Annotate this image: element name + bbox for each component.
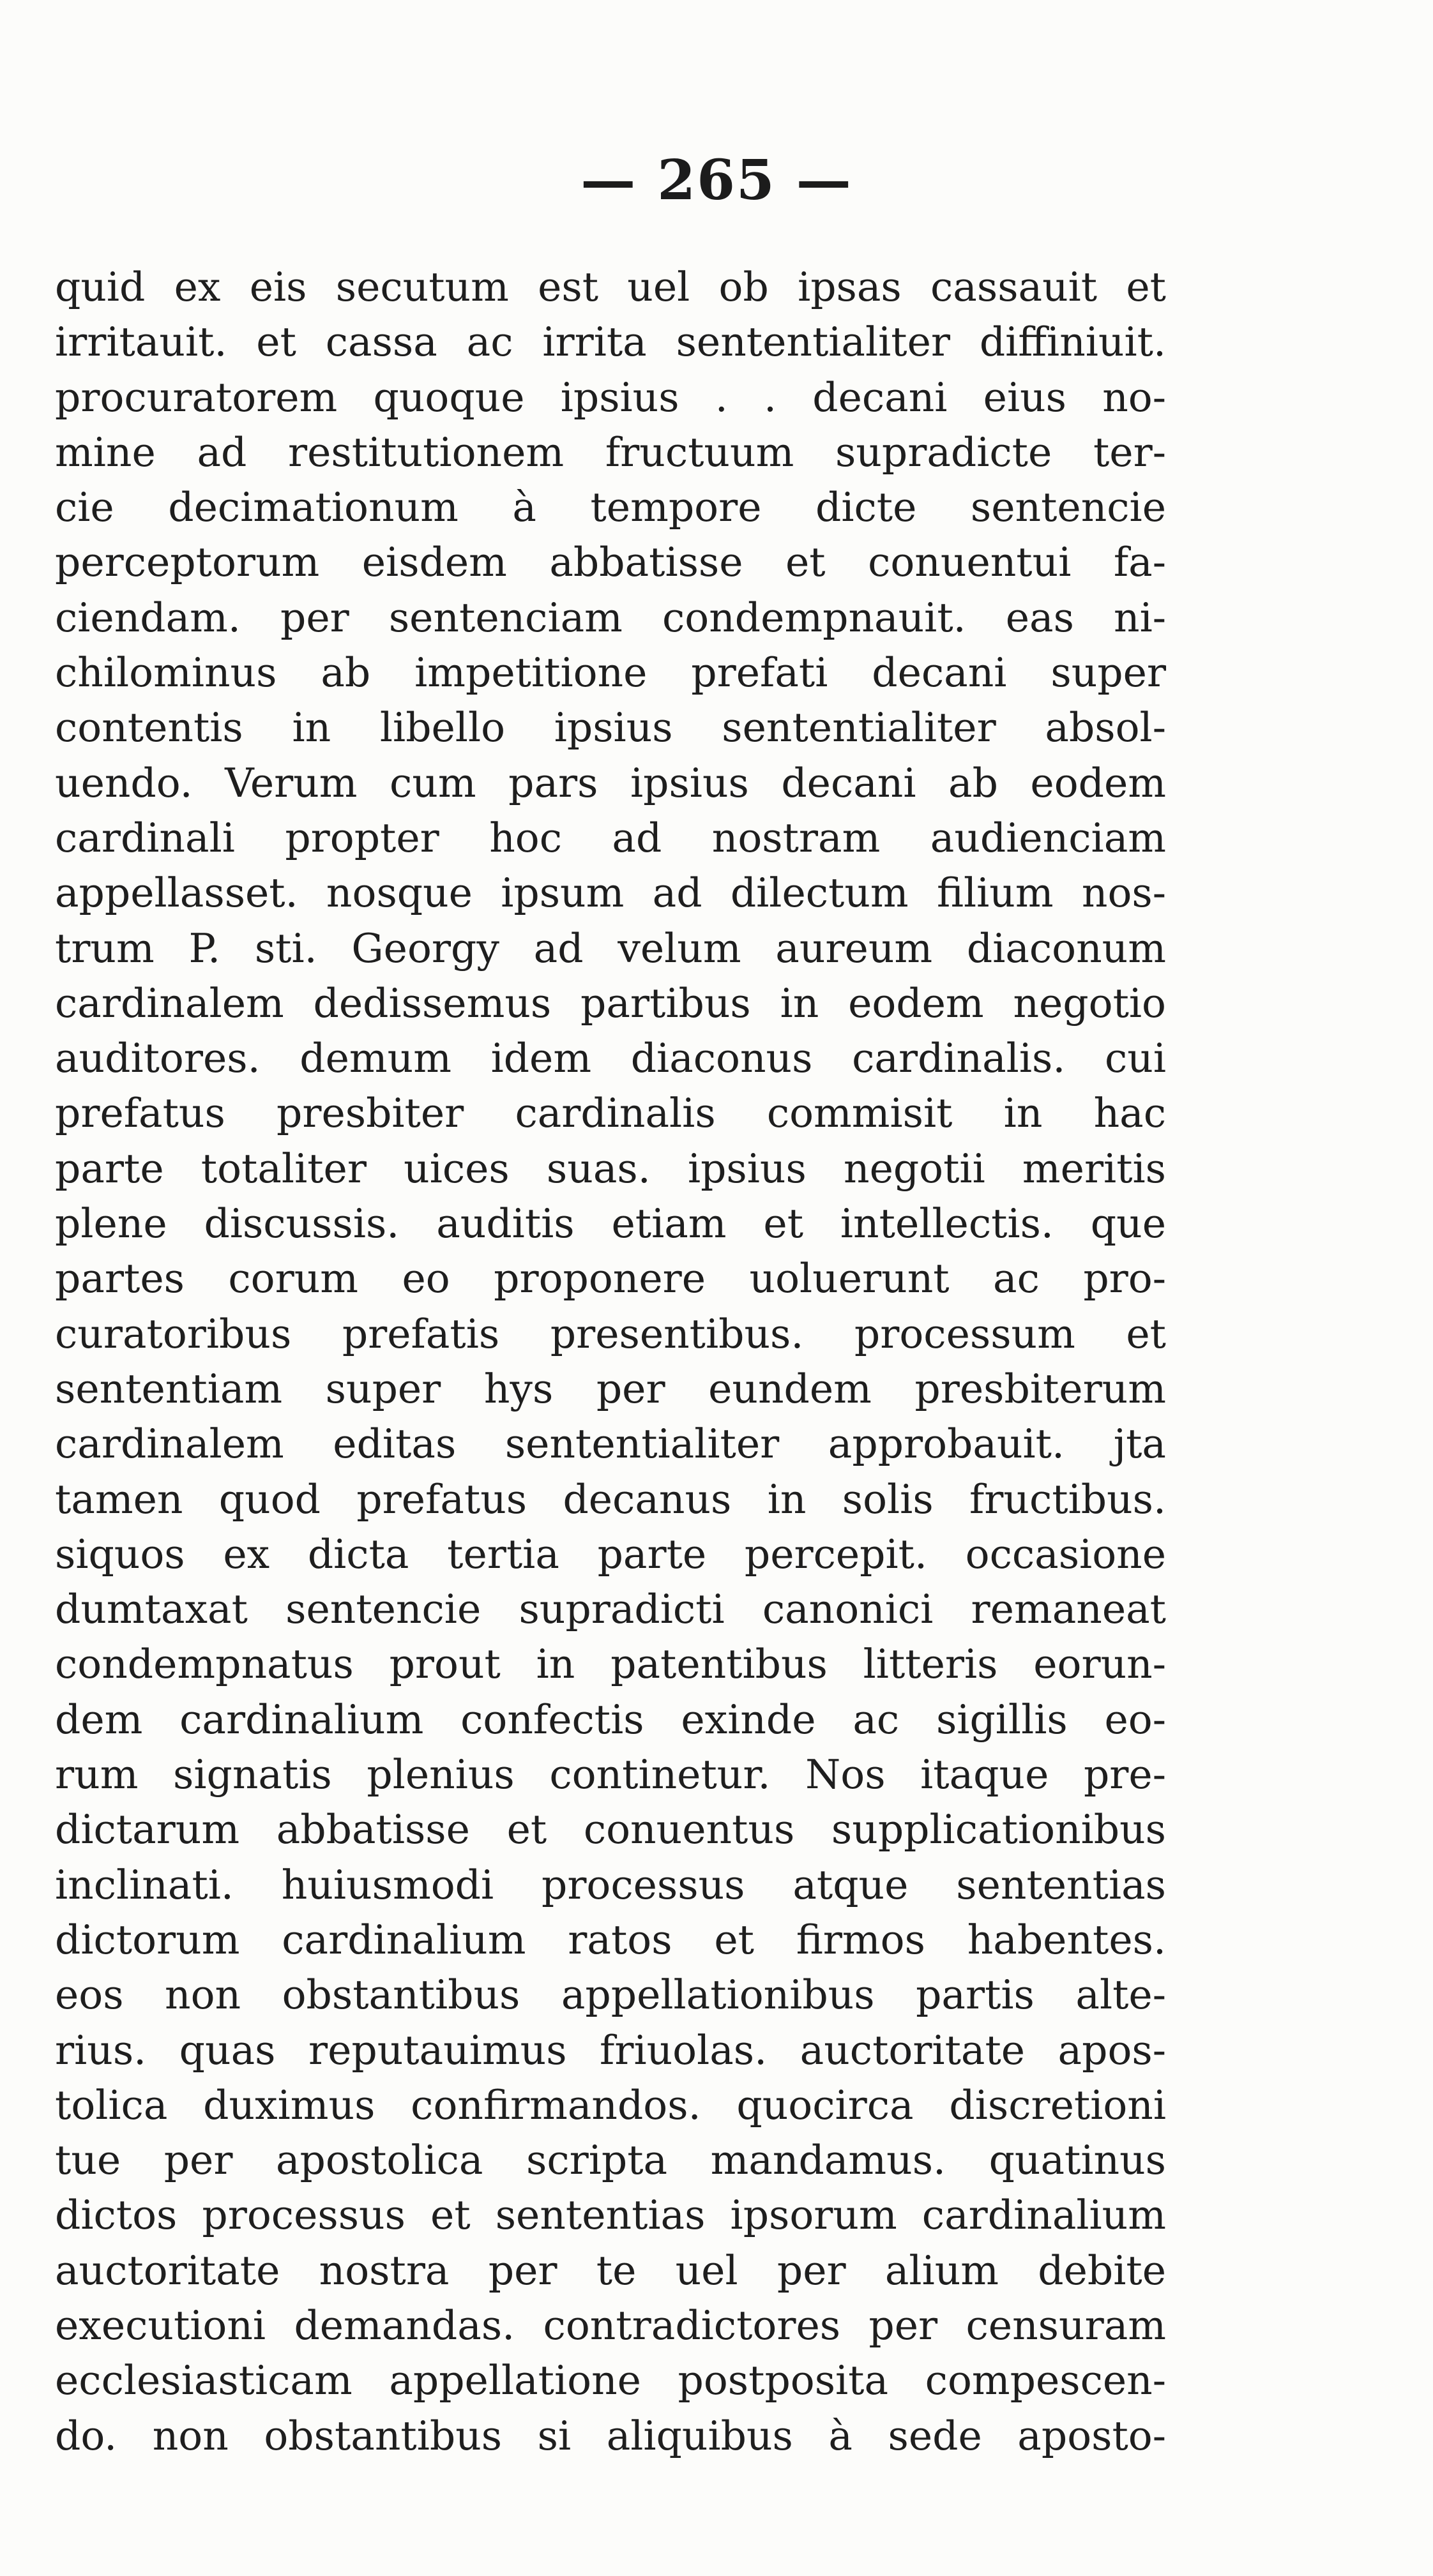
text-line: executioni demandas. contradictores per censuram bbox=[55, 2301, 1166, 2349]
text-line: cardinalem editas sententialiter approbauit. jta bbox=[55, 1420, 1166, 1468]
text-line: inclinati. huiusmodi processus atque sententias bbox=[55, 1861, 1166, 1908]
text-line: cie decimationum à tempore dicte sentencie bbox=[55, 484, 1166, 531]
text-line: auctoritate nostra per te uel per alium debite bbox=[55, 2247, 1166, 2294]
text-line: cardinali propter hoc ad nostram audienciam bbox=[55, 814, 1166, 861]
text-line: tamen quod prefatus decanus in solis fructibus. bbox=[55, 1475, 1166, 1523]
text-line: perceptorum eisdem abbatisse et conuentui fa- bbox=[55, 539, 1166, 586]
text-line: cardinalem dedissemus partibus in eodem negotio bbox=[55, 979, 1166, 1027]
text-line: tue per apostolica scripta mandamus. quatinus bbox=[55, 2137, 1166, 2184]
text-line: quid ex eis secutum est uel ob ipsas cassauit et bbox=[55, 264, 1166, 310]
text-line: ecclesiasticam appellatione postposita compescen- bbox=[55, 2357, 1166, 2404]
page-number: — 265 — bbox=[580, 148, 853, 213]
text-line: uendo. Verum cum pars ipsius decani ab eodem bbox=[55, 759, 1166, 806]
text-line: partes corum eo proponere uoluerunt ac pro- bbox=[55, 1255, 1166, 1302]
text-line: chilominus ab impetitione prefati decani super bbox=[55, 649, 1166, 697]
text-line: appellasset. nosque ipsum ad dilectum filium nos- bbox=[55, 870, 1166, 917]
text-line: rius. quas reputauimus friuolas. auctoritate apos- bbox=[55, 2026, 1166, 2074]
text-line: dictarum abbatisse et conuentus supplicationibus bbox=[55, 1806, 1166, 1853]
text-line: siquos ex dicta tertia parte percepit. occasione bbox=[55, 1530, 1166, 1578]
text-line: rum signatis plenius continetur. Nos itaque pre- bbox=[55, 1751, 1166, 1798]
text-line: sententiam super hys per eundem presbiterum bbox=[55, 1365, 1166, 1412]
text-line: eos non obstantibus appellationibus partis alte- bbox=[55, 1971, 1166, 2019]
text-line: dem cardinalium confectis exinde ac sigillis eo- bbox=[55, 1696, 1166, 1743]
text-line: mine ad restitutionem fructuum supradicte ter- bbox=[55, 428, 1166, 476]
text-line: dictos processus et sententias ipsorum cardinalium bbox=[55, 2192, 1166, 2239]
text-line: do. non obstantibus si aliquibus à sede aposto- bbox=[55, 2412, 1166, 2459]
body-text bbox=[55, 260, 1166, 2464]
text-line: dumtaxat sentencie supradicti canonici remaneat bbox=[55, 1586, 1166, 1633]
text-line: irritauit. et cassa ac irrita sententialiter diffiniuit. bbox=[55, 319, 1166, 366]
text-line: tolica duximus confirmandos. quocirca discretioni bbox=[55, 2081, 1166, 2128]
text-line: prefatus presbiter cardinalis commisit in hac bbox=[55, 1090, 1166, 1137]
text-line: ciendam. per sentenciam condempnauit. eas ni- bbox=[55, 594, 1166, 641]
text-line: auditores. demum idem diaconus cardinalis. cui bbox=[55, 1035, 1166, 1082]
text-line: condempnatus prout in patentibus litteris eorun- bbox=[55, 1641, 1166, 1688]
text-line: plene discussis. auditis etiam et intellectis. que bbox=[55, 1200, 1166, 1247]
text-line: contentis in libello ipsius sententialiter absol- bbox=[55, 704, 1166, 751]
text-line: procuratorem quoque ipsius . . decani eius no- bbox=[55, 373, 1166, 421]
text-line: parte totaliter uices suas. ipsius negotii meritis bbox=[55, 1145, 1166, 1192]
text-line: trum P. sti. Georgy ad velum aureum diaconum bbox=[55, 924, 1166, 972]
text-line: dictorum cardinalium ratos et firmos habentes. bbox=[55, 1916, 1166, 1963]
text-line: curatoribus prefatis presentibus. processum et bbox=[55, 1310, 1166, 1357]
